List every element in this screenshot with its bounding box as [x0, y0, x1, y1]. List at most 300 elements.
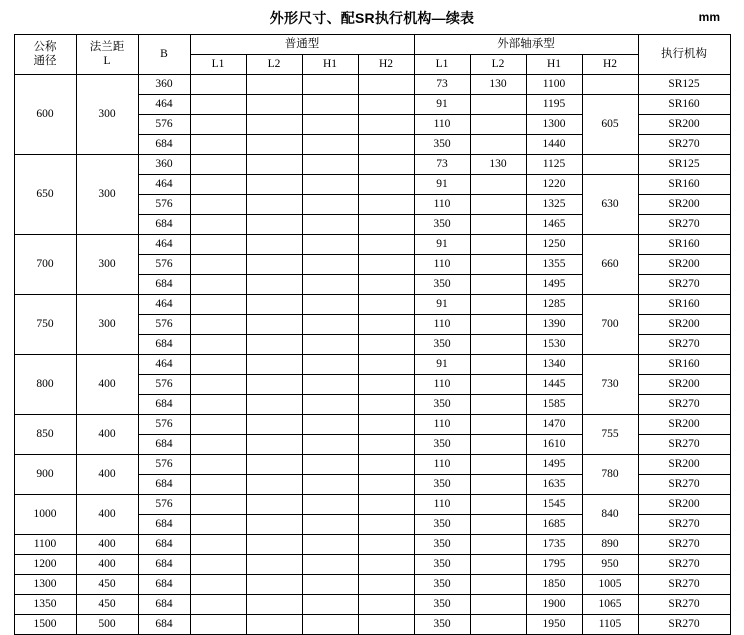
cell-normal-l2 — [246, 295, 302, 315]
cell-nominal-diameter: 800 — [14, 355, 76, 415]
cell-normal-l1 — [190, 335, 246, 355]
cell-external-h2 — [582, 155, 638, 175]
cell-external-l1: 110 — [414, 495, 470, 515]
header-normal-h2: H2 — [358, 55, 414, 75]
cell-normal-l2 — [246, 615, 302, 635]
cell-normal-l2 — [246, 595, 302, 615]
cell-external-h1: 1495 — [526, 275, 582, 295]
cell-b: 684 — [138, 275, 190, 295]
cell-normal-h1 — [302, 355, 358, 375]
cell-external-l1: 350 — [414, 555, 470, 575]
table-body — [14, 75, 730, 635]
cell-normal-l1 — [190, 235, 246, 255]
cell-normal-l2 — [246, 575, 302, 595]
cell-external-l2 — [470, 95, 526, 115]
cell-normal-h1 — [302, 615, 358, 635]
cell-actuator: SR160 — [638, 235, 730, 255]
cell-b: 684 — [138, 595, 190, 615]
cell-external-h1: 1285 — [526, 295, 582, 315]
table-row — [14, 355, 730, 375]
cell-normal-h2 — [358, 395, 414, 415]
cell-normal-h1 — [302, 475, 358, 495]
cell-actuator: SR160 — [638, 175, 730, 195]
cell-b: 576 — [138, 375, 190, 395]
cell-normal-h1 — [302, 195, 358, 215]
cell-actuator: SR200 — [638, 315, 730, 335]
cell-external-h1: 1300 — [526, 115, 582, 135]
cell-nominal-diameter: 650 — [14, 155, 76, 235]
cell-b: 464 — [138, 295, 190, 315]
header-nominal-diameter — [14, 35, 76, 75]
cell-external-l2 — [470, 475, 526, 495]
cell-actuator: SR270 — [638, 555, 730, 575]
cell-b: 684 — [138, 435, 190, 455]
cell-normal-l1 — [190, 75, 246, 95]
cell-normal-l1 — [190, 415, 246, 435]
cell-external-h2: 700 — [582, 295, 638, 355]
cell-normal-h2 — [358, 355, 414, 375]
cell-external-h1: 1900 — [526, 595, 582, 615]
cell-flange-distance: 450 — [76, 575, 138, 595]
cell-normal-h1 — [302, 595, 358, 615]
cell-normal-l1 — [190, 215, 246, 235]
cell-actuator: SR270 — [638, 515, 730, 535]
table-row — [14, 295, 730, 315]
cell-b: 576 — [138, 195, 190, 215]
cell-flange-distance: 400 — [76, 535, 138, 555]
header-row-1 — [14, 35, 730, 55]
header-flange-distance-line1: 法兰距 — [89, 41, 125, 54]
title-row — [0, 0, 744, 30]
cell-nominal-diameter: 1500 — [14, 615, 76, 635]
cell-external-h1: 1100 — [526, 75, 582, 95]
cell-normal-h2 — [358, 615, 414, 635]
cell-actuator: SR270 — [638, 135, 730, 155]
cell-normal-l1 — [190, 195, 246, 215]
cell-normal-h1 — [302, 315, 358, 335]
cell-actuator: SR200 — [638, 455, 730, 475]
cell-external-h1: 1470 — [526, 415, 582, 435]
header-external-h1: H1 — [526, 55, 582, 75]
cell-external-h2: 780 — [582, 455, 638, 495]
table-row — [14, 415, 730, 435]
cell-normal-l1 — [190, 115, 246, 135]
cell-external-l1: 350 — [414, 435, 470, 455]
cell-normal-h1 — [302, 275, 358, 295]
cell-nominal-diameter: 750 — [14, 295, 76, 355]
cell-normal-l2 — [246, 515, 302, 535]
cell-external-h1: 1195 — [526, 95, 582, 115]
cell-external-l1: 350 — [414, 395, 470, 415]
cell-external-h2: 660 — [582, 235, 638, 295]
cell-normal-l2 — [246, 255, 302, 275]
cell-b: 576 — [138, 115, 190, 135]
cell-b: 360 — [138, 75, 190, 95]
cell-normal-l1 — [190, 395, 246, 415]
cell-external-l2 — [470, 615, 526, 635]
cell-external-l2 — [470, 255, 526, 275]
header-external-l2: L2 — [470, 55, 526, 75]
cell-external-h1: 1440 — [526, 135, 582, 155]
cell-normal-h2 — [358, 335, 414, 355]
cell-external-l1: 91 — [414, 95, 470, 115]
cell-external-h1: 1445 — [526, 375, 582, 395]
cell-normal-h1 — [302, 155, 358, 175]
cell-external-h1: 1635 — [526, 475, 582, 495]
cell-external-h2: 1105 — [582, 615, 638, 635]
cell-flange-distance: 400 — [76, 415, 138, 455]
cell-b: 684 — [138, 555, 190, 575]
cell-normal-l2 — [246, 275, 302, 295]
cell-normal-l2 — [246, 235, 302, 255]
cell-normal-l2 — [246, 95, 302, 115]
cell-external-l1: 350 — [414, 595, 470, 615]
table-row — [14, 575, 730, 595]
cell-external-l1: 350 — [414, 535, 470, 555]
table-row — [14, 615, 730, 635]
cell-actuator: SR270 — [638, 535, 730, 555]
table-header — [14, 35, 730, 75]
cell-external-l1: 73 — [414, 155, 470, 175]
cell-nominal-diameter: 850 — [14, 415, 76, 455]
cell-actuator: SR270 — [638, 275, 730, 295]
table-row — [14, 455, 730, 475]
cell-external-l1: 350 — [414, 575, 470, 595]
cell-normal-h2 — [358, 535, 414, 555]
cell-b: 684 — [138, 515, 190, 535]
cell-normal-l2 — [246, 495, 302, 515]
cell-external-h1: 1685 — [526, 515, 582, 535]
cell-normal-h2 — [358, 315, 414, 335]
cell-external-l2 — [470, 295, 526, 315]
cell-normal-h1 — [302, 175, 358, 195]
cell-external-h2: 630 — [582, 175, 638, 235]
cell-external-l2 — [470, 415, 526, 435]
cell-normal-l2 — [246, 375, 302, 395]
cell-normal-h2 — [358, 495, 414, 515]
cell-external-h2: 1005 — [582, 575, 638, 595]
cell-flange-distance: 400 — [76, 355, 138, 415]
cell-actuator: SR270 — [638, 395, 730, 415]
table-row — [14, 595, 730, 615]
cell-external-h2: 950 — [582, 555, 638, 575]
cell-normal-h1 — [302, 235, 358, 255]
table-row — [14, 535, 730, 555]
cell-normal-l1 — [190, 155, 246, 175]
cell-actuator: SR270 — [638, 335, 730, 355]
cell-b: 684 — [138, 395, 190, 415]
cell-normal-h1 — [302, 295, 358, 315]
cell-normal-l2 — [246, 395, 302, 415]
cell-b: 360 — [138, 155, 190, 175]
cell-actuator: SR160 — [638, 95, 730, 115]
cell-normal-h1 — [302, 95, 358, 115]
cell-actuator: SR270 — [638, 595, 730, 615]
cell-normal-l1 — [190, 315, 246, 335]
cell-actuator: SR200 — [638, 495, 730, 515]
cell-external-l2 — [470, 335, 526, 355]
cell-normal-h1 — [302, 115, 358, 135]
cell-normal-h1 — [302, 535, 358, 555]
page-title: 外形尺寸、配SR执行机构—续表 — [269, 10, 475, 26]
cell-external-l1: 73 — [414, 75, 470, 95]
unit-label: mm — [698, 10, 720, 24]
cell-normal-h2 — [358, 275, 414, 295]
cell-actuator: SR200 — [638, 115, 730, 135]
cell-flange-distance: 300 — [76, 235, 138, 295]
cell-normal-h1 — [302, 515, 358, 535]
cell-external-h2 — [582, 75, 638, 95]
cell-normal-h1 — [302, 495, 358, 515]
cell-normal-l2 — [246, 195, 302, 215]
cell-normal-l1 — [190, 255, 246, 275]
cell-normal-l1 — [190, 555, 246, 575]
cell-external-h1: 1795 — [526, 555, 582, 575]
cell-external-l2 — [470, 215, 526, 235]
cell-normal-l1 — [190, 615, 246, 635]
cell-actuator: SR200 — [638, 375, 730, 395]
header-normal-h1: H1 — [302, 55, 358, 75]
cell-actuator: SR270 — [638, 475, 730, 495]
cell-normal-l1 — [190, 375, 246, 395]
cell-flange-distance: 400 — [76, 495, 138, 535]
cell-nominal-diameter: 700 — [14, 235, 76, 295]
cell-nominal-diameter: 600 — [14, 75, 76, 155]
cell-flange-distance: 300 — [76, 155, 138, 235]
cell-normal-h2 — [358, 295, 414, 315]
cell-normal-h2 — [358, 95, 414, 115]
cell-normal-l2 — [246, 215, 302, 235]
cell-external-h1: 1250 — [526, 235, 582, 255]
cell-b: 464 — [138, 355, 190, 375]
dimensions-table — [14, 34, 731, 635]
cell-normal-h1 — [302, 575, 358, 595]
cell-external-h1: 1610 — [526, 435, 582, 455]
header-flange-distance — [76, 35, 138, 75]
cell-external-l2 — [470, 595, 526, 615]
cell-normal-h1 — [302, 435, 358, 455]
cell-external-l2: 130 — [470, 75, 526, 95]
cell-external-l1: 91 — [414, 355, 470, 375]
cell-b: 576 — [138, 455, 190, 475]
cell-external-l2 — [470, 495, 526, 515]
cell-external-h2: 840 — [582, 495, 638, 535]
cell-external-l1: 350 — [414, 215, 470, 235]
cell-flange-distance: 400 — [76, 555, 138, 575]
cell-external-h1: 1530 — [526, 335, 582, 355]
cell-flange-distance: 300 — [76, 75, 138, 155]
cell-b: 464 — [138, 175, 190, 195]
cell-b: 464 — [138, 235, 190, 255]
cell-normal-l1 — [190, 435, 246, 455]
cell-normal-h2 — [358, 595, 414, 615]
cell-b: 684 — [138, 135, 190, 155]
cell-nominal-diameter: 1200 — [14, 555, 76, 575]
cell-actuator: SR270 — [638, 615, 730, 635]
cell-normal-l2 — [246, 435, 302, 455]
cell-external-l1: 110 — [414, 195, 470, 215]
cell-normal-h2 — [358, 375, 414, 395]
cell-external-l2 — [470, 195, 526, 215]
cell-external-h1: 1325 — [526, 195, 582, 215]
cell-external-h2: 1065 — [582, 595, 638, 615]
header-nominal-diameter-line1: 公称 — [33, 41, 57, 54]
cell-external-h1: 1125 — [526, 155, 582, 175]
cell-external-l2 — [470, 235, 526, 255]
cell-normal-l2 — [246, 315, 302, 335]
cell-normal-h1 — [302, 455, 358, 475]
header-b: B — [138, 35, 190, 75]
cell-actuator: SR125 — [638, 155, 730, 175]
table-row — [14, 555, 730, 575]
cell-normal-l1 — [190, 455, 246, 475]
cell-normal-l2 — [246, 115, 302, 135]
cell-external-h1: 1220 — [526, 175, 582, 195]
cell-normal-h2 — [358, 75, 414, 95]
cell-normal-l2 — [246, 555, 302, 575]
cell-external-h1: 1545 — [526, 495, 582, 515]
cell-external-l1: 110 — [414, 415, 470, 435]
cell-external-l1: 91 — [414, 175, 470, 195]
cell-external-h1: 1340 — [526, 355, 582, 375]
cell-external-l2 — [470, 175, 526, 195]
cell-external-l1: 350 — [414, 475, 470, 495]
cell-external-l1: 350 — [414, 275, 470, 295]
cell-b: 684 — [138, 535, 190, 555]
cell-external-l1: 91 — [414, 235, 470, 255]
cell-nominal-diameter: 900 — [14, 455, 76, 495]
header-external-h2: H2 — [582, 55, 638, 75]
cell-nominal-diameter: 1000 — [14, 495, 76, 535]
cell-external-l1: 110 — [414, 375, 470, 395]
header-flange-distance-line2: L — [103, 54, 111, 67]
cell-normal-h1 — [302, 135, 358, 155]
cell-external-h1: 1585 — [526, 395, 582, 415]
cell-external-l2 — [470, 135, 526, 155]
header-nominal-diameter-line2: 通径 — [33, 54, 57, 67]
cell-b: 684 — [138, 335, 190, 355]
cell-normal-h2 — [358, 415, 414, 435]
cell-normal-h2 — [358, 555, 414, 575]
cell-external-l1: 350 — [414, 615, 470, 635]
cell-external-l2: 130 — [470, 155, 526, 175]
cell-normal-h2 — [358, 475, 414, 495]
cell-actuator: SR200 — [638, 255, 730, 275]
cell-actuator: SR160 — [638, 355, 730, 375]
cell-normal-l2 — [246, 75, 302, 95]
cell-actuator: SR160 — [638, 295, 730, 315]
cell-normal-l1 — [190, 135, 246, 155]
cell-nominal-diameter: 1350 — [14, 595, 76, 615]
cell-external-h1: 1355 — [526, 255, 582, 275]
cell-external-l1: 350 — [414, 515, 470, 535]
cell-external-h2: 730 — [582, 355, 638, 415]
cell-normal-h2 — [358, 175, 414, 195]
cell-normal-h1 — [302, 395, 358, 415]
cell-normal-l1 — [190, 495, 246, 515]
cell-external-l2 — [470, 535, 526, 555]
cell-actuator: SR270 — [638, 215, 730, 235]
cell-external-h2: 755 — [582, 415, 638, 455]
cell-normal-h2 — [358, 255, 414, 275]
cell-b: 684 — [138, 215, 190, 235]
cell-external-l2 — [470, 455, 526, 475]
table-row — [14, 155, 730, 175]
cell-external-h1: 1465 — [526, 215, 582, 235]
cell-external-l2 — [470, 375, 526, 395]
cell-normal-l2 — [246, 415, 302, 435]
cell-flange-distance: 500 — [76, 615, 138, 635]
cell-b: 576 — [138, 415, 190, 435]
cell-external-l1: 91 — [414, 295, 470, 315]
cell-normal-l1 — [190, 95, 246, 115]
cell-external-l2 — [470, 395, 526, 415]
cell-normal-l2 — [246, 455, 302, 475]
cell-actuator: SR125 — [638, 75, 730, 95]
cell-external-h2: 890 — [582, 535, 638, 555]
cell-normal-l1 — [190, 595, 246, 615]
cell-external-l2 — [470, 355, 526, 375]
cell-external-h1: 1390 — [526, 315, 582, 335]
cell-actuator: SR270 — [638, 575, 730, 595]
cell-external-l1: 110 — [414, 115, 470, 135]
cell-normal-h2 — [358, 115, 414, 135]
cell-external-h1: 1735 — [526, 535, 582, 555]
cell-normal-l1 — [190, 295, 246, 315]
cell-normal-l1 — [190, 355, 246, 375]
cell-normal-l2 — [246, 335, 302, 355]
cell-external-h1: 1495 — [526, 455, 582, 475]
cell-normal-h2 — [358, 515, 414, 535]
header-normal-l2: L2 — [246, 55, 302, 75]
cell-external-l1: 110 — [414, 455, 470, 475]
cell-b: 684 — [138, 475, 190, 495]
cell-normal-h1 — [302, 555, 358, 575]
cell-external-l2 — [470, 515, 526, 535]
cell-normal-h2 — [358, 575, 414, 595]
cell-b: 576 — [138, 255, 190, 275]
cell-normal-h2 — [358, 195, 414, 215]
table-row — [14, 75, 730, 95]
header-normal-l1: L1 — [190, 55, 246, 75]
cell-actuator: SR270 — [638, 435, 730, 455]
cell-external-l2 — [470, 435, 526, 455]
header-external-bearing-type: 外部轴承型 — [414, 35, 638, 55]
cell-normal-h2 — [358, 215, 414, 235]
cell-normal-l1 — [190, 575, 246, 595]
cell-normal-l1 — [190, 275, 246, 295]
cell-normal-h2 — [358, 435, 414, 455]
cell-normal-l2 — [246, 135, 302, 155]
cell-b: 576 — [138, 315, 190, 335]
cell-normal-h2 — [358, 155, 414, 175]
header-external-l1: L1 — [414, 55, 470, 75]
cell-normal-l1 — [190, 515, 246, 535]
cell-external-l2 — [470, 275, 526, 295]
cell-normal-h1 — [302, 335, 358, 355]
header-actuator: 执行机构 — [638, 35, 730, 75]
cell-normal-l2 — [246, 475, 302, 495]
header-normal-type: 普通型 — [190, 35, 414, 55]
cell-b: 684 — [138, 615, 190, 635]
cell-b: 464 — [138, 95, 190, 115]
cell-external-l2 — [470, 115, 526, 135]
cell-flange-distance: 300 — [76, 295, 138, 355]
cell-external-l2 — [470, 315, 526, 335]
cell-b: 684 — [138, 575, 190, 595]
cell-nominal-diameter: 1300 — [14, 575, 76, 595]
cell-normal-l2 — [246, 175, 302, 195]
